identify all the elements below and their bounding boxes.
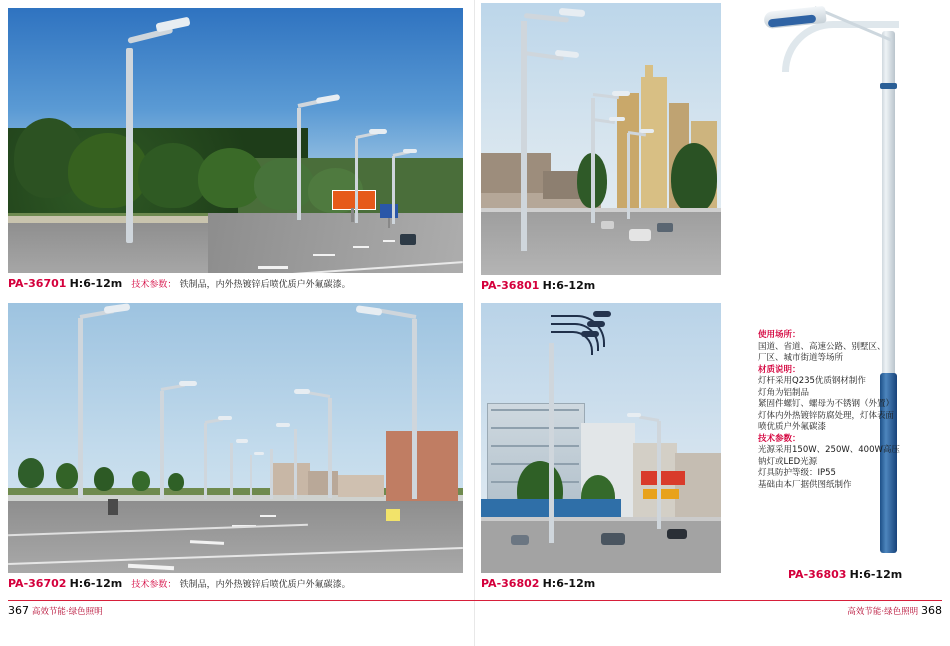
spec-line: 使用场所： [758, 330, 801, 340]
page-number-left: 367 [8, 604, 29, 617]
product-photo-pa36701 [8, 8, 463, 273]
page-gutter [474, 0, 475, 646]
product-height: H:6-12m [69, 277, 123, 290]
spec-line: 紧固件螺钉、螺母为不锈钢（外置） [758, 399, 895, 409]
product-photo-pa36803 [730, 3, 945, 581]
product-code: PA-36702 [8, 577, 67, 590]
spec-line: 技术参数： [758, 433, 801, 444]
product-height: H:6-12m [849, 568, 903, 581]
spec-text: 铁制品，内外热镀锌后喷优质户外氟碳漆。 [179, 280, 351, 290]
spec-line: 光源采用150W、250W、400W高压 [758, 445, 900, 455]
caption-pa36701 [8, 277, 351, 290]
spec-text: 铁制品，内外热镀锌后喷优质户外氟碳漆。 [179, 580, 351, 590]
page-number-right: 368 [921, 604, 942, 617]
product-code: PA-36803 [788, 568, 847, 581]
caption-pa36803 [788, 568, 902, 581]
spec-line: 灯杆采用Q235优质钢材制作 [758, 376, 866, 386]
product-code: PA-36701 [8, 277, 67, 290]
spec-line: 灯角为铝制品 [758, 387, 810, 398]
specification-panel [758, 330, 943, 491]
product-code: PA-36802 [481, 577, 540, 590]
spec-line: 厂区、城市街道等场所 [758, 353, 844, 363]
footer-tagline-left: 高效节能·绿色照明 [31, 607, 103, 617]
spec-line: 钠灯或LED光源 [758, 456, 818, 467]
spec-line: 灯具防护等级：IP55 [758, 468, 836, 478]
spec-line: 基础由本厂据供图纸制作 [758, 479, 852, 490]
footer-right [847, 604, 942, 617]
caption-pa36702 [8, 577, 351, 590]
footer-tagline-right: 高效节能·绿色照明 [847, 607, 919, 617]
caption-pa36802 [481, 577, 595, 590]
caption-pa36801 [481, 279, 595, 292]
product-code: PA-36801 [481, 279, 540, 292]
spec-label: 技术参数： [131, 580, 177, 590]
spec-line: 喷优质户外氟碳漆 [758, 422, 827, 432]
product-photo-pa36702 [8, 303, 463, 573]
product-photo-pa36801 [481, 3, 721, 275]
footer-rule [8, 600, 942, 601]
spec-line: 国道、省道、高速公路、别墅区、 [758, 341, 886, 352]
spec-line: 灯体内外热镀锌防腐处理，灯体表面 [758, 410, 895, 421]
product-height: H:6-12m [542, 577, 596, 590]
product-height: H:6-12m [542, 279, 596, 292]
spec-label: 技术参数： [131, 280, 177, 290]
footer-left [8, 604, 103, 617]
spec-line: 材质说明： [758, 364, 801, 375]
product-height: H:6-12m [69, 577, 123, 590]
product-photo-pa36802 [481, 303, 721, 573]
